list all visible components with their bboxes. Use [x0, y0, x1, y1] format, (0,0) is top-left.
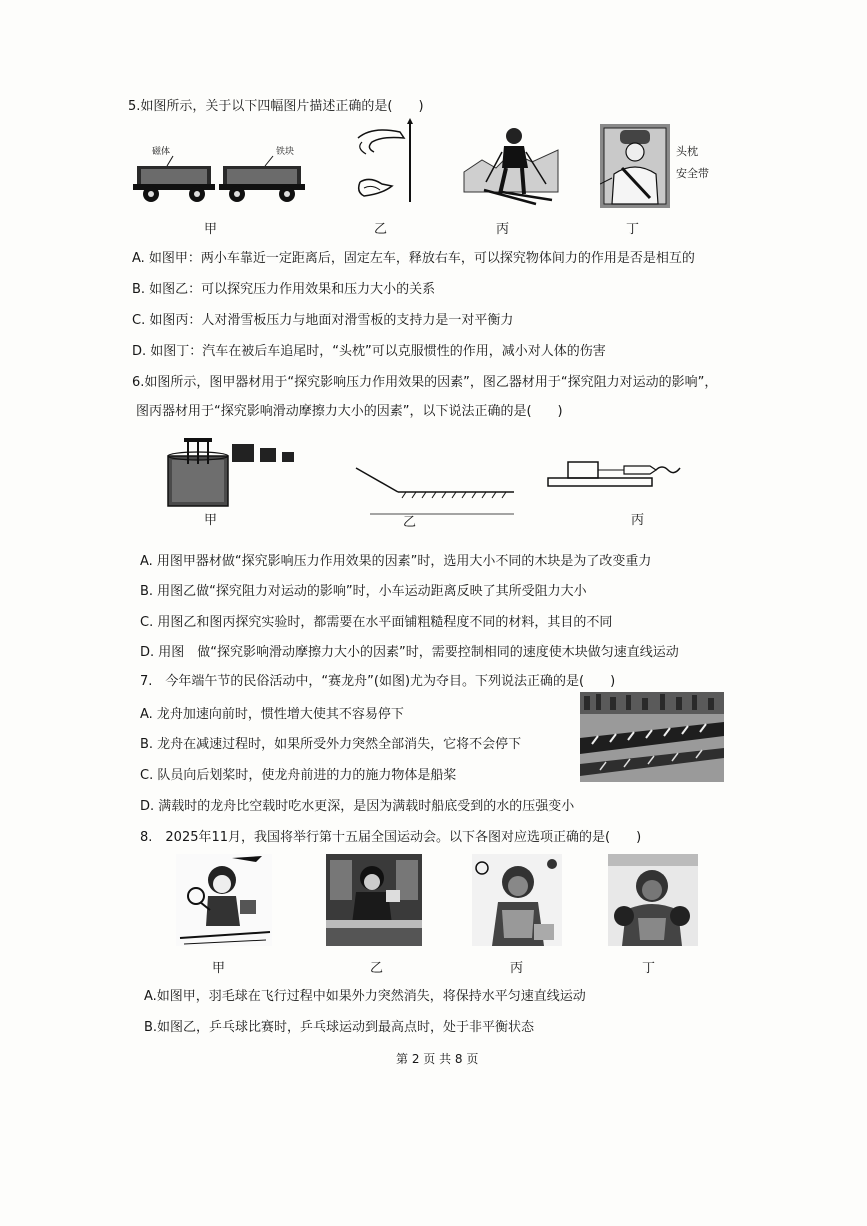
q5-label-bing: 丙 — [496, 222, 510, 237]
q7-stem: 7. 今年端午节的民俗活动中，“赛龙舟”(如图)尤为夺目。下列说法正确的是( ) — [140, 674, 616, 689]
q6-figure-sponge — [162, 434, 302, 508]
q5-option-c: C. 如图丙：人对滑雪板压力与地面对滑雪板的支持力是一对平衡力 — [132, 313, 514, 328]
q5-figure-driver — [600, 124, 670, 208]
q5-stem: 5.如图所示，关于以下四幅图片描述正确的是( ) — [128, 99, 424, 114]
q5-option-a: A. 如图甲：两小车靠近一定距离后，固定左车，释放右车，可以探究物体间力的作用是否是相互的 — [132, 251, 695, 266]
q6-option-a: A. 用图甲器材做“探究影响压力作用效果的因素”时，选用大小不同的木块是为了改变重力 — [140, 554, 652, 569]
q6-figure-incline — [350, 462, 520, 522]
q7-dragon-boat-photo — [580, 692, 724, 782]
q7-option-b: B. 龙舟在减速过程时，如果所受外力突然全部消失，它将不会停下 — [140, 737, 522, 752]
q7-option-a: A. 龙舟加速向前时，惯性增大使其不容易停下 — [140, 707, 404, 722]
q8-label-ding: 丁 — [642, 961, 656, 976]
q8-figure-weightlifter — [608, 854, 698, 946]
q6-stem-line2: 图丙器材用于“探究影响滑动摩擦力大小的因素”，以下说法正确的是( ) — [136, 404, 563, 419]
q8-figure-table-tennis — [326, 854, 422, 946]
q8-option-a: A.如图甲，羽毛球在飞行过程中如果外力突然消失，将保持水平匀速直线运动 — [144, 989, 586, 1004]
q8-label-jia: 甲 — [212, 961, 226, 976]
q8-label-bing: 丙 — [510, 961, 524, 976]
q5-option-b: B. 如图乙：可以探究压力作用效果和压力大小的关系 — [132, 282, 436, 297]
q8-figure-athlete — [472, 854, 562, 946]
seatbelt-label: 安全带 — [676, 167, 709, 180]
q7-option-c: C. 队员向后划桨时，使龙舟前进的力的施力物体是船桨 — [140, 768, 457, 783]
q5-option-d: D. 如图丁：汽车在被后车追尾时，“头枕”可以克服惯性的作用，减小对人体的伤害 — [132, 344, 606, 359]
q5-label-yi: 乙 — [374, 222, 388, 237]
q7-option-d: D. 满载时的龙舟比空载时吃水更深，是因为满载时船底受到的水的压强变小 — [140, 799, 575, 814]
q6-label-yi: 乙 — [403, 515, 417, 530]
q6-label-bing: 丙 — [631, 513, 645, 528]
headrest-label: 头枕 — [676, 145, 698, 158]
q8-label-yi: 乙 — [370, 961, 384, 976]
cart-left-label: 磁体 — [152, 147, 171, 157]
q6-label-jia: 甲 — [204, 513, 218, 528]
q8-figure-badminton — [176, 854, 272, 946]
q5-label-ding: 丁 — [626, 222, 640, 237]
q6-figure-block-scale — [546, 458, 686, 494]
q6-option-d: D. 用图 做“探究影响滑动摩擦力大小的因素”时，需要控制相同的速度使木块做匀速直线运动 — [140, 645, 679, 660]
q5-figure-skier — [462, 122, 562, 208]
q6-option-c: C. 用图乙和图丙探究实验时，都需要在水平面铺粗糙程度不同的材料，其目的不同 — [140, 615, 613, 630]
q6-option-b: B. 用图乙做“探究阻力对运动的影响”时，小车运动距离反映了其所受阻力大小 — [140, 584, 587, 599]
cart-right-label: 铁块 — [276, 147, 295, 157]
q8-option-b: B.如图乙，乒乓球比赛时，乒乓球运动到最高点时，处于非平衡状态 — [144, 1020, 535, 1035]
q6-stem-line1: 6.如图所示，图甲器材用于“探究影响压力作用效果的因素”，图乙器材用于“探究阻力对运动的影响”， — [132, 375, 718, 390]
q8-stem: 8. 2025年11月，我国将举行第十五届全国运动会。以下各图对应选项正确的是( ) — [140, 830, 642, 845]
q5-figure-pencil — [352, 118, 422, 208]
page-footer: 第 2 页 共 8 页 — [396, 1052, 479, 1066]
q5-label-jia: 甲 — [204, 222, 218, 237]
